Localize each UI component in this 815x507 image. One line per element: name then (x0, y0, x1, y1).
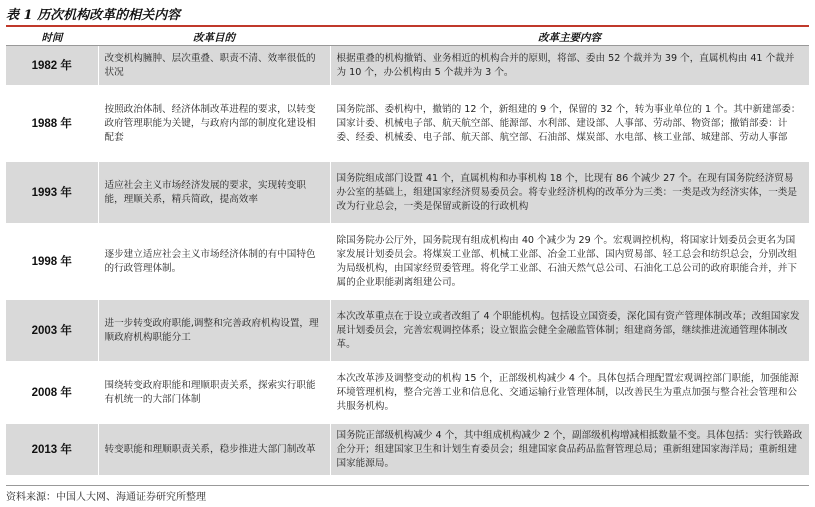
row-content: 国务院部、委机构中，撤销的 12 个，新组建的 9 个，保留的 32 个，转为事业单位的 1 个。其中新建部委：国家计委、机械电子部、航天航空部、能源部、水利部、建设部、人事部、劳动部、物资部；撤销部委：计委、经委、机械委、电子部、航天部、航空部、石油部、煤炭部、水电部、核工业部、城建部、劳动人事部 (330, 86, 809, 162)
row-year: 2013 年 (6, 424, 98, 476)
row-year: 1988 年 (6, 86, 98, 162)
header-year: 时间 (6, 29, 98, 46)
row-content: 本次改革涉及调整变动的机构 15 个，正部级机构减少 4 个。具体包括合理配置宏观调控部门职能，加强能源环境管理机构，整合完善工业和信息化、交通运输行业管理体制，以改善民生为重点加强与整合社会管理和公共服务机构。 (330, 362, 809, 424)
table-row (6, 162, 809, 224)
row-purpose: 适应社会主义市场经济发展的要求，实现转变职能，理顺关系，精兵简政，提高效率 (98, 162, 330, 224)
bottom-rule (6, 485, 809, 486)
row-content: 国务院正部级机构减少 4 个，其中组成机构减少 2 个，副部级机构增减相抵数量不变。具体包括：实行铁路政企分开；组建国家卫生和计划生育委员会；组建国家食品药品监督管理总局；重新组建国家海洋局；重新组建国家能源局。 (330, 424, 809, 476)
row-content: 本次改革重点在于设立或者改组了 4 个职能机构。包括设立国资委，深化国有资产管理体制改革；改组国家发展计划委员会，完善宏观调控体系；设立银监会健全金融监管体制；组建商务部，继续推进流通管理体制改革。 (330, 300, 809, 362)
header-content: 改革主要内容 (330, 29, 809, 46)
table-header-row (6, 29, 809, 46)
title-rule (6, 25, 809, 27)
row-content: 根据重叠的机构撤销、业务相近的机构合并的原则，将部、委由 52 个裁并为 39 个，直属机构由 41 个裁并为 10 个，办公机构由 5 个裁并为 3 个。 (330, 46, 809, 86)
source-note: 资料来源：中国人大网、海通证券研究所整理 (6, 492, 206, 503)
row-year: 1998 年 (6, 224, 98, 300)
row-year: 1982 年 (6, 46, 98, 86)
row-purpose: 改变机构臃肿、层次重叠、职责不清、效率很低的状况 (98, 46, 330, 86)
table-row (6, 424, 809, 476)
row-purpose: 进一步转变政府职能,调整和完善政府机构设置，理顺政府机构职能分工 (98, 300, 330, 362)
table-row (6, 224, 809, 300)
header-purpose: 改革目的 (98, 29, 330, 46)
row-content: 国务院组成部门设置 41 个，直属机构和办事机构 18 个，比现有 86 个减少 27 个。在现有国务院经济贸易办公室的基础上，组建国家经济贸易委员会。将专业经济机构的改革分为三类：一类是改为经济实体，一类是改为行业总会，一类是保留或新设的行政机构 (330, 162, 809, 224)
row-content: 除国务院办公厅外，国务院现有组成机构由 40 个减少为 29 个。宏观调控机构，将国家计划委员会更名为国家发展计划委员会。将煤炭工业部、机械工业部、冶金工业部、国内贸易部、轻工总会和纺织总会，分别改组为局级机构，由国家经贸委管理。将化学工业部、石油天然气总公司、石油化工总公司的政府职能合并，并下属的企业职能剥离组建公司。 (330, 224, 809, 300)
table-row (6, 86, 809, 162)
table-title: 表 1 历次机构改革的相关内容 (6, 8, 181, 23)
row-year: 1993 年 (6, 162, 98, 224)
row-year: 2008 年 (6, 362, 98, 424)
table-row (6, 362, 809, 424)
table-row (6, 46, 809, 86)
row-purpose: 按照政治体制、经济体制改革进程的要求，以转变政府管理职能为关键，与政府内部的制度化建设相配套 (98, 86, 330, 162)
row-year: 2003 年 (6, 300, 98, 362)
reform-table (6, 29, 809, 476)
row-purpose: 围绕转变政府职能和理顺职责关系，探索实行职能有机统一的大部门体制 (98, 362, 330, 424)
row-purpose: 逐步建立适应社会主义市场经济体制的有中国特色的行政管理体制。 (98, 224, 330, 300)
row-purpose: 转变职能和理顺职责关系，稳步推进大部门制改革 (98, 424, 330, 476)
table-row (6, 300, 809, 362)
